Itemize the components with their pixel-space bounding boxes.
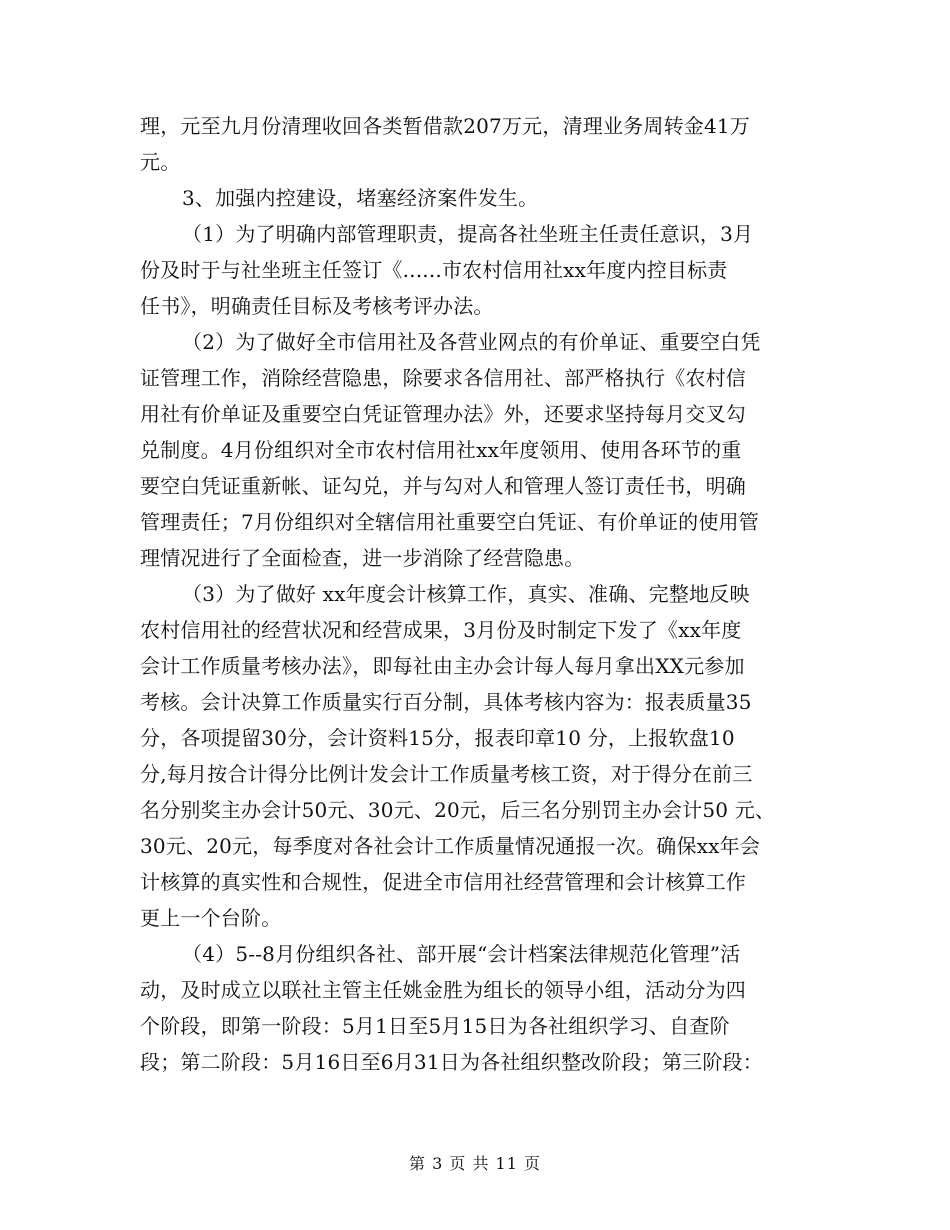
text-line: 段；第二阶段：5月16日至6月31日为各社组织整改阶段；第三阶段： — [140, 1050, 763, 1074]
section-heading: 3、加强内控建设，堵塞经济案件发生。 — [182, 186, 539, 210]
body-text — [140, 108, 820, 1080]
text-line: 考核。会计决算工作质量实行百分制，具体考核内容为：报表质量35 — [140, 690, 752, 714]
paragraph-start: （2）为了做好全市信用社及各营业网点的有价单证、重要空白凭 — [182, 330, 761, 354]
text-line: 30元、20元，每季度对各社会计工作质量情况通报一次。确保xx年会 — [140, 834, 761, 858]
text-line: 动，及时成立以联社主管主任姚金胜为组长的领导小组，活动分为四 — [140, 978, 746, 1002]
text-line: 证管理工作，消除经营隐患，除要求各信用社、部严格执行《农村信 — [140, 366, 746, 390]
paragraph-start: （1）为了明确内部管理职责，提高各社坐班主任责任意识，3月 — [182, 222, 754, 246]
text-line: 任书》，明确责任目标及考核考评办法。 — [140, 294, 494, 318]
text-line: 农村信用社的经营状况和经营成果，3月份及时制定下发了《xx年度 — [140, 618, 742, 642]
text-line: 理情况进行了全面检查，进一步消除了经营隐患。 — [140, 546, 585, 570]
paragraph-start: （4）5--8月份组织各社、部开展“会计档案法律规范化管理”活 — [182, 942, 741, 966]
text-line: 份及时于与社坐班主任签订《......市农村信用社xx年度内控目标责 — [140, 258, 728, 282]
page-footer: 第 3 页 共 11 页 — [409, 1154, 541, 1173]
text-line: 计核算的真实性和合规性，促进全市信用社经营管理和会计核算工作 — [140, 870, 746, 894]
text-line: 会计工作质量考核办法》，即每社由主办会计每人每月拿出XX元参加 — [140, 654, 745, 678]
text-line: 更上一个台阶。 — [140, 906, 282, 930]
text-line: 分,每月按合计得分比例计发会计工作质量考核工资，对于得分在前三 — [140, 762, 753, 786]
text-line: 理，元至九月份清理收回各类暂借款207万元，清理业务周转金41万 — [140, 114, 751, 138]
text-line: 分，各项提留30分，会计资料15分，报表印章10 分，上报软盘10 — [140, 726, 735, 750]
text-line: 个阶段，即第一阶段：5月1日至5月15日为各社组织学习、自查阶 — [140, 1014, 730, 1038]
paragraph-start: （3）为了做好 xx年度会计核算工作，真实、准确、完整地反映 — [182, 582, 750, 606]
text-line: 名分别奖主办会计50元、30元、20元，后三名分别罚主办会计50 元、 — [140, 798, 776, 822]
text-line: 用社有价单证及重要空白凭证管理办法》外，还要求坚持每月交叉勾 — [140, 402, 746, 426]
text-line: 管理责任；7月份组织对全辖信用社重要空白凭证、有价单证的使用管 — [140, 510, 759, 534]
text-line: 元。 — [140, 150, 181, 174]
text-line: 兑制度。4月份组织对全市农村信用社xx年度领用、使用各环节的重 — [140, 438, 742, 462]
text-line: 要空白凭证重新帐、证勾兑，并与勾对人和管理人签订责任书，明确 — [140, 474, 746, 498]
